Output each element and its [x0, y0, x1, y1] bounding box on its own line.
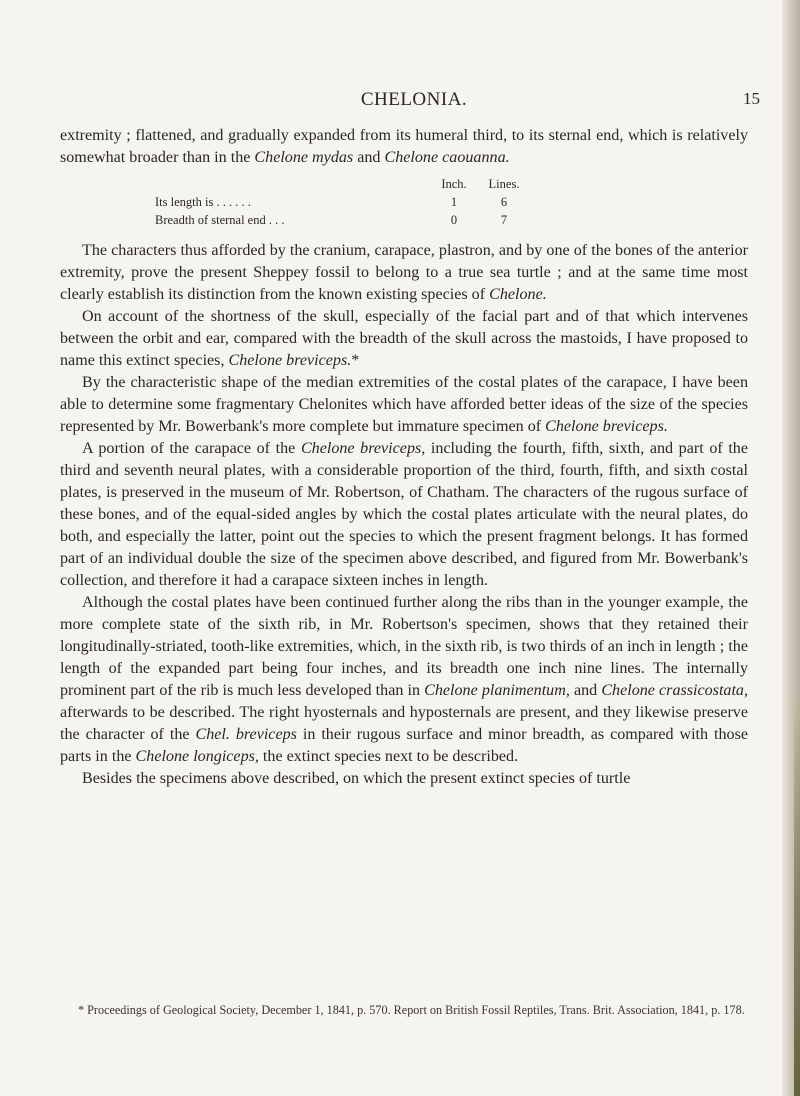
measurement-row — [60, 193, 748, 211]
paragraph-6 — [60, 592, 748, 768]
paragraph-1 — [60, 125, 748, 169]
measurement-table — [60, 175, 748, 229]
text-run: extremity ; flattened, and gradually expanded from its humeral third, to its sternal end, which is relatively somewhat broader than in the — [60, 127, 748, 166]
page-edge-stain — [794, 700, 800, 1096]
text-run: in their rugous surface and minor breadth, as compared with those parts in the — [60, 726, 748, 765]
paragraph-3 — [60, 306, 748, 372]
column-header-lines: Lines. — [488, 177, 520, 191]
measurement-label: Its length is . . . . . . — [155, 195, 251, 209]
text-run: On account of the shortness of the skull, especially of the facial part and of that which intervenes between the orbit and ear, compared with the breadth of the skull across the mastoids, I have proposed to name this extinct species, — [60, 308, 748, 369]
species-name: Chelone breviceps, — [300, 440, 426, 457]
species-name: Chelone. — [489, 286, 547, 303]
measurement-inch: 1 — [450, 195, 458, 209]
text-run: The characters thus afforded by the cranium, carapace, plastron, and by one of the bones of the anterior extremity, prove the present Sheppey fossil to belong to a true sea turtle ; and at the same time most clearly establish its distinction from the known existing species of — [60, 242, 748, 303]
species-name: Chelone breviceps. — [228, 352, 352, 369]
text-run: By the characteristic shape of the median extremities of the costal plates of the carapace, I have been able to determine some fragmentary Chelonites which have afforded better ideas of the size of the species represented by Mr. Bowerbank's more complete but immature specimen of — [60, 374, 748, 435]
paragraph-7 — [60, 768, 748, 790]
species-name: Chelone breviceps. — [545, 418, 668, 435]
species-name: Chel. breviceps — [195, 726, 297, 743]
text-run: afterwards to be described. The right hyosternals and hyposternals are present, and they likewise preserve the character of the — [60, 704, 748, 743]
species-name: Chelone caouanna. — [384, 149, 510, 166]
text-run: A portion of the carapace of the — [82, 440, 301, 457]
paragraph-2 — [60, 240, 748, 306]
species-name: Chelone crassicostata, — [601, 682, 748, 699]
text-run: including the fourth, fifth, sixth, and part of the third and seventh neural plates, with a considerable proportion of the third, fourth, fifth, and sixth costal plates, is preserved in the museum of Mr. Robertson, of Chatham. The characters of the rugous surface of these bones, and of the equal-sided angles by which the costal plates articulate with the neural plates, do both, and especially the latter, point out the species to which the present fragment belongs. It has formed part of an individual double the size of the specimen above described, and figured from Mr. Bowerbank's collection, and therefore it had a carapace sixteen inches in length. — [60, 440, 748, 589]
measurement-row — [60, 211, 748, 229]
text-run: the extinct species next to be described. — [258, 748, 519, 765]
species-name: Chelone mydas — [254, 149, 354, 166]
text-run: and — [569, 682, 602, 699]
text-run: Besides the specimens above described, on which the present extinct species of turtle — [82, 770, 631, 787]
measurement-lines: 7 — [500, 213, 508, 227]
species-name: Chelone planimentum, — [424, 682, 570, 699]
page-header — [0, 89, 768, 119]
measurement-lines: 6 — [500, 195, 508, 209]
species-name: Chelone longiceps, — [135, 748, 259, 765]
measurement-header-row — [60, 175, 748, 193]
footnote-text: * Proceedings of Geological Society, December 1, 1841, p. 570. Report on British Fossil Reptiles, Trans. Brit. Association, 1841, p. 178. — [78, 1003, 745, 1017]
body-text — [60, 125, 748, 790]
footnote-marker: * — [351, 352, 360, 369]
text-run: Although the costal plates have been continued further along the ribs than in the younger example, the more complete state of the sixth rib, in Mr. Robertson's specimen, shows that they retained their longitudinally-striated, tooth-like extremities, which, in the sixth rib, is two thirds of an inch in length ; the length of the expanded part being four inches, and its breadth one inch nine lines. The internally prominent part of the rib is much less developed than in — [60, 594, 748, 699]
text-run: and — [353, 149, 385, 166]
page-number: 15 — [743, 89, 760, 108]
column-header-inch: Inch. — [441, 177, 467, 191]
paragraph-5 — [60, 438, 748, 592]
measurement-inch: 0 — [450, 213, 458, 227]
measurement-label: Breadth of sternal end . . . — [155, 213, 285, 227]
paragraph-4 — [60, 372, 748, 438]
footnote — [60, 1002, 748, 1019]
running-head: CHELONIA. — [360, 89, 468, 110]
